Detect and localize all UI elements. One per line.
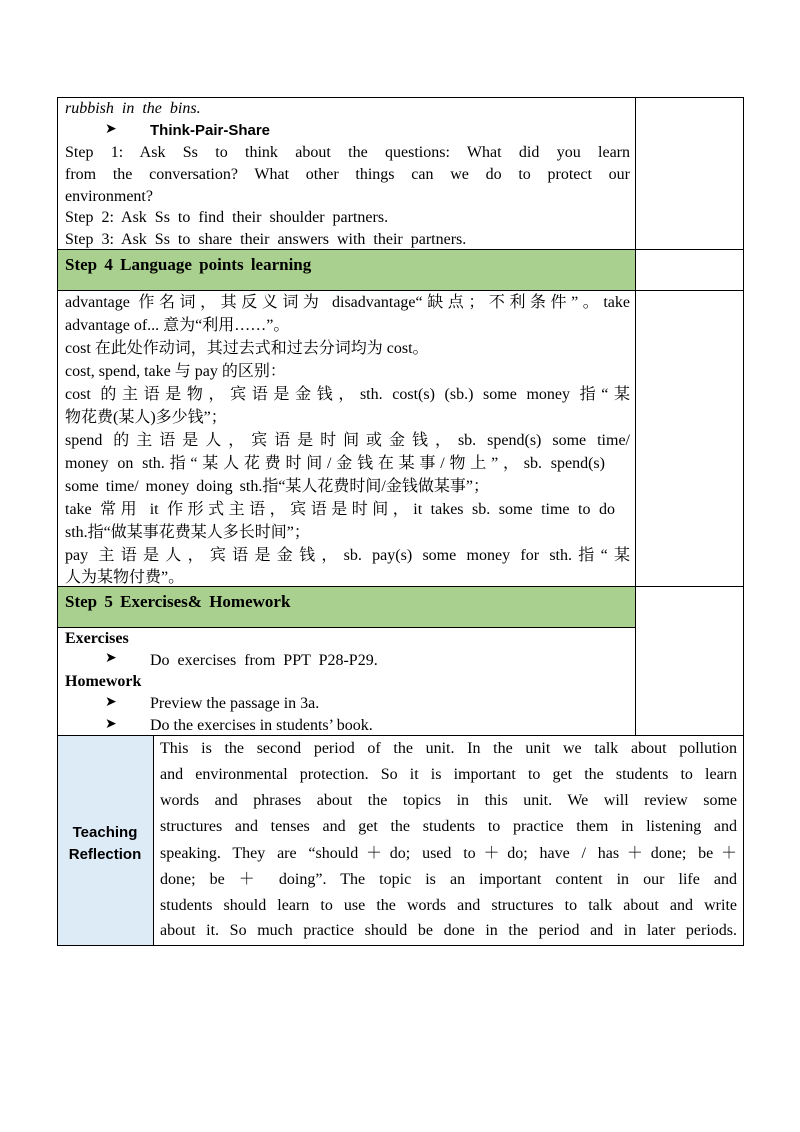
language-point-line: sth.指“做某事花费某人多长时间”； xyxy=(65,524,310,541)
language-point-line: advantage of... 意为“利用……”。 xyxy=(65,317,290,334)
step2-text: Step 2: Ask Ss to find their shoulder partners. xyxy=(65,209,389,226)
table-border-bottom xyxy=(57,945,744,946)
method-title: Think-Pair-Share xyxy=(150,122,271,139)
reflection-line: structures and tenses and get the students to practice them in listening and xyxy=(160,818,737,835)
step4-header: Step 4 Language points learning xyxy=(65,255,312,274)
language-point-line: 人为某物付费”。 xyxy=(65,569,185,586)
label-line: Reflection xyxy=(68,846,142,863)
reflection-line: students should learn to use the words and structures to talk about and write xyxy=(160,897,737,914)
continued-text: rubbish in the bins. xyxy=(65,100,201,117)
exercises-label: Exercises xyxy=(65,630,129,647)
homework-item: Do the exercises in students’ book. xyxy=(150,717,373,734)
step1-text: environment? xyxy=(65,188,153,205)
row-divider xyxy=(57,627,635,628)
language-point-line: advantage 作名词，其反义词为 disadvantage“缺点；不利条件”。take xyxy=(65,294,630,311)
language-point-line: cost 的主语是物，宾语是金钱，sth. cost(s) (sb.) some money 指“某 xyxy=(65,386,630,403)
step1-text: Step 1: Ask Ss to think about the questions: What did you learn xyxy=(65,144,630,161)
step1-text: from the conversation? What other things can we do to protect our xyxy=(65,166,630,183)
arrowhead-bullet-icon: ➤ xyxy=(105,695,117,710)
language-point-line: cost, spend, take 与 pay 的区别： xyxy=(65,363,286,380)
step5-header: Step 5 Exercises& Homework xyxy=(65,592,291,611)
arrowhead-bullet-icon: ➤ xyxy=(105,717,117,732)
table-border-right xyxy=(743,97,744,946)
label-line: Teaching xyxy=(72,824,138,841)
language-point-line: spend 的主语是人，宾语是时间或金钱，sb. spend(s) some time/ xyxy=(65,432,630,449)
reflection-line: This is the second period of the unit. In the unit we talk about pollution xyxy=(160,740,737,757)
reflection-line: words and phrases about the topics in this unit. We will review some xyxy=(160,792,737,809)
reflection-line: and environmental protection. So it is important to get the students to learn xyxy=(160,766,737,783)
reflection-column-divider xyxy=(153,736,154,946)
table-column-divider xyxy=(635,97,636,736)
language-point-line: pay 主语是人，宾语是金钱，sb. pay(s) some money for sth.指“某 xyxy=(65,547,630,564)
table-border-left xyxy=(57,97,58,946)
language-point-line: money on sth.指“某人花费时间/金钱在某事/物上”，sb. spend(s) xyxy=(65,455,605,472)
arrowhead-bullet-icon: ➤ xyxy=(105,122,117,137)
arrowhead-bullet-icon: ➤ xyxy=(105,651,117,666)
teaching-reflection-label xyxy=(57,822,153,866)
row-divider xyxy=(57,290,744,291)
step3-text: Step 3: Ask Ss to share their answers with their partners. xyxy=(65,231,467,248)
language-point-line: some time/ money doing sth.指“某人花费时间/金钱做某事”； xyxy=(65,478,489,495)
reflection-line: about it. So much practice should be done in the period and in later periods. xyxy=(160,922,737,939)
reflection-line: done; be ＋ doing”. The topic is an important content in our life and xyxy=(160,871,737,888)
language-point-line: 物花费(某人)多少钱”； xyxy=(65,409,227,426)
homework-label: Homework xyxy=(65,673,142,690)
language-point-line: cost 在此处作动词，其过去式和过去分词均为 cost。 xyxy=(65,340,429,357)
exercise-item: Do exercises from PPT P28-P29. xyxy=(150,652,378,669)
reflection-line: speaking. They are “should＋do; used to＋do; have / has＋done; be＋ xyxy=(160,845,737,862)
homework-item: Preview the passage in 3a. xyxy=(150,695,320,712)
language-point-line: take 常用 it 作形式主语，宾语是时间，it takes sb. some time to do xyxy=(65,501,615,518)
